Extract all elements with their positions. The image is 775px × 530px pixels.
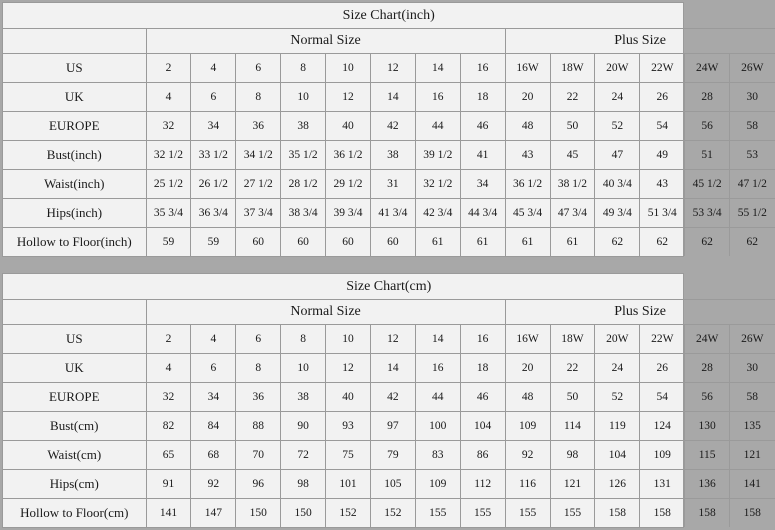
table-row	[3, 383, 775, 412]
table-row	[3, 354, 775, 383]
table-cell: 155	[415, 499, 460, 528]
size-chart-inch-body	[3, 3, 775, 256]
table-cell: 82	[146, 412, 191, 441]
table-cell: 121	[550, 470, 595, 499]
table-cell: 141	[730, 470, 775, 499]
table-row	[3, 112, 775, 141]
table-cell: 38	[281, 383, 326, 412]
table-cell: 34 1/2	[236, 141, 281, 170]
table-cell: 152	[326, 499, 371, 528]
table-cell: 47	[595, 141, 640, 170]
size-chart-inch	[2, 2, 767, 257]
table-cell: 43	[640, 170, 685, 199]
table-cell: 26W	[730, 54, 775, 83]
group-header-row	[3, 29, 775, 54]
table-cell: 8	[281, 54, 326, 83]
table-cell: 34	[191, 383, 236, 412]
table-row	[3, 199, 775, 228]
table-cell: 104	[460, 412, 505, 441]
table-cell: 35 1/2	[281, 141, 326, 170]
table-cell: 22W	[640, 54, 685, 83]
table-cell: 18	[460, 354, 505, 383]
table-cell: 141	[146, 499, 191, 528]
table-cell: 150	[281, 499, 326, 528]
table-cell: 60	[281, 228, 326, 257]
table-cell: 105	[370, 470, 415, 499]
table-row	[3, 228, 775, 257]
table-row	[3, 83, 775, 112]
table-cell: 53	[730, 141, 775, 170]
table-cell: 14	[415, 325, 460, 354]
row-label-hollow-to-floor: Hollow to Floor(inch)	[3, 228, 146, 257]
group-header-plus: Plus Size	[505, 300, 774, 325]
table-cell: 50	[550, 383, 595, 412]
table-cell: 26 1/2	[191, 170, 236, 199]
group-corner-cell	[3, 300, 146, 325]
table-cell: 60	[236, 228, 281, 257]
row-label-bust: Bust(cm)	[3, 412, 146, 441]
table-cell: 36 1/2	[505, 170, 550, 199]
table-cell: 62	[730, 228, 775, 257]
table-cell: 124	[640, 412, 685, 441]
table-cell: 6	[236, 325, 281, 354]
table-cell: 155	[505, 499, 550, 528]
table-cell: 109	[640, 441, 685, 470]
table-cell: 45 3/4	[505, 199, 550, 228]
table-row	[3, 54, 775, 83]
table-cell: 109	[505, 412, 550, 441]
row-label-bust: Bust(inch)	[3, 141, 146, 170]
table-cell: 24	[595, 354, 640, 383]
table-cell: 45 1/2	[685, 170, 730, 199]
chart-title-row	[3, 3, 775, 29]
table-cell: 60	[326, 228, 371, 257]
table-cell: 79	[370, 441, 415, 470]
table-cell: 47 3/4	[550, 199, 595, 228]
table-cell: 54	[640, 112, 685, 141]
table-cell: 46	[460, 112, 505, 141]
table-cell: 51 3/4	[640, 199, 685, 228]
table-cell: 16W	[505, 54, 550, 83]
table-cell: 55 1/2	[730, 199, 775, 228]
table-cell: 47 1/2	[730, 170, 775, 199]
table-cell: 58	[730, 112, 775, 141]
table-cell: 32	[146, 112, 191, 141]
row-label-hips: Hips(cm)	[3, 470, 146, 499]
table-row	[3, 470, 775, 499]
table-cell: 20W	[595, 325, 640, 354]
table-cell: 52	[595, 112, 640, 141]
size-chart-cm-table	[3, 274, 775, 527]
table-cell: 58	[730, 383, 775, 412]
table-cell: 93	[326, 412, 371, 441]
table-cell: 70	[236, 441, 281, 470]
table-cell: 48	[505, 112, 550, 141]
table-cell: 56	[685, 112, 730, 141]
row-label-uk: UK	[3, 354, 146, 383]
table-cell: 22	[550, 354, 595, 383]
chart-title-row	[3, 274, 775, 300]
table-cell: 24	[595, 83, 640, 112]
table-cell: 36	[236, 112, 281, 141]
table-cell: 46	[460, 383, 505, 412]
table-cell: 20W	[595, 54, 640, 83]
table-cell: 116	[505, 470, 550, 499]
table-cell: 10	[281, 354, 326, 383]
table-cell: 50	[550, 112, 595, 141]
table-cell: 24W	[685, 54, 730, 83]
table-row	[3, 170, 775, 199]
table-cell: 62	[640, 228, 685, 257]
table-row	[3, 141, 775, 170]
group-header-row	[3, 300, 775, 325]
table-cell: 97	[370, 412, 415, 441]
table-cell: 61	[415, 228, 460, 257]
table-cell: 26W	[730, 325, 775, 354]
page-title-cm: Size Chart(cm)	[3, 274, 775, 300]
table-cell: 16	[415, 354, 460, 383]
table-cell: 16	[460, 325, 505, 354]
table-cell: 6	[191, 354, 236, 383]
table-cell: 112	[460, 470, 505, 499]
table-cell: 68	[191, 441, 236, 470]
table-cell: 90	[281, 412, 326, 441]
table-cell: 18W	[550, 325, 595, 354]
table-cell: 34	[460, 170, 505, 199]
table-cell: 4	[146, 83, 191, 112]
table-cell: 42	[370, 383, 415, 412]
size-chart-cm	[2, 273, 764, 528]
table-cell: 29 1/2	[326, 170, 371, 199]
table-cell: 27 1/2	[236, 170, 281, 199]
table-cell: 61	[505, 228, 550, 257]
size-chart-inch-table	[3, 3, 775, 256]
row-label-waist: Waist(inch)	[3, 170, 146, 199]
table-cell: 28	[685, 354, 730, 383]
group-header-plus: Plus Size	[505, 29, 774, 54]
table-cell: 40	[326, 383, 371, 412]
group-header-normal: Normal Size	[146, 29, 505, 54]
table-cell: 155	[550, 499, 595, 528]
table-cell: 158	[595, 499, 640, 528]
row-label-us: US	[3, 325, 146, 354]
table-cell: 4	[191, 325, 236, 354]
row-label-uk: UK	[3, 83, 146, 112]
table-cell: 32 1/2	[415, 170, 460, 199]
table-cell: 135	[730, 412, 775, 441]
row-label-europe: EUROPE	[3, 112, 146, 141]
table-cell: 155	[460, 499, 505, 528]
table-cell: 18	[460, 83, 505, 112]
table-cell: 91	[146, 470, 191, 499]
table-cell: 104	[595, 441, 640, 470]
table-cell: 12	[326, 354, 371, 383]
row-label-hips: Hips(inch)	[3, 199, 146, 228]
table-cell: 32	[146, 383, 191, 412]
table-row	[3, 499, 775, 528]
table-cell: 48	[505, 383, 550, 412]
table-cell: 22	[550, 83, 595, 112]
table-cell: 56	[685, 383, 730, 412]
table-cell: 25 1/2	[146, 170, 191, 199]
table-cell: 131	[640, 470, 685, 499]
table-cell: 10	[326, 325, 371, 354]
table-cell: 24W	[685, 325, 730, 354]
table-cell: 12	[326, 83, 371, 112]
table-cell: 40	[326, 112, 371, 141]
table-cell: 22W	[640, 325, 685, 354]
table-cell: 4	[191, 54, 236, 83]
table-cell: 44 3/4	[460, 199, 505, 228]
table-cell: 31	[370, 170, 415, 199]
table-cell: 20	[505, 83, 550, 112]
table-cell: 86	[460, 441, 505, 470]
table-cell: 34	[191, 112, 236, 141]
table-cell: 6	[236, 54, 281, 83]
table-cell: 8	[281, 325, 326, 354]
table-cell: 30	[730, 354, 775, 383]
table-cell: 100	[415, 412, 460, 441]
table-cell: 16	[415, 83, 460, 112]
table-cell: 40 3/4	[595, 170, 640, 199]
table-cell: 39 1/2	[415, 141, 460, 170]
table-cell: 98	[550, 441, 595, 470]
table-cell: 136	[685, 470, 730, 499]
page-title: Size Chart(inch)	[3, 3, 775, 29]
table-cell: 38 3/4	[281, 199, 326, 228]
table-cell: 2	[146, 325, 191, 354]
table-cell: 53 3/4	[685, 199, 730, 228]
table-cell: 109	[415, 470, 460, 499]
table-cell: 45	[550, 141, 595, 170]
table-cell: 36	[236, 383, 281, 412]
table-cell: 92	[191, 470, 236, 499]
table-cell: 38	[281, 112, 326, 141]
table-cell: 59	[146, 228, 191, 257]
table-cell: 65	[146, 441, 191, 470]
table-cell: 115	[685, 441, 730, 470]
table-cell: 51	[685, 141, 730, 170]
table-cell: 32 1/2	[146, 141, 191, 170]
row-label-europe: EUROPE	[3, 383, 146, 412]
table-cell: 59	[191, 228, 236, 257]
table-cell: 38	[370, 141, 415, 170]
table-cell: 61	[460, 228, 505, 257]
table-cell: 4	[146, 354, 191, 383]
table-cell: 147	[191, 499, 236, 528]
table-cell: 158	[730, 499, 775, 528]
table-cell: 41 3/4	[370, 199, 415, 228]
table-cell: 96	[236, 470, 281, 499]
table-cell: 72	[281, 441, 326, 470]
table-cell: 119	[595, 412, 640, 441]
table-cell: 36 1/2	[326, 141, 371, 170]
table-cell: 8	[236, 354, 281, 383]
table-cell: 54	[640, 383, 685, 412]
table-cell: 6	[191, 83, 236, 112]
table-cell: 101	[326, 470, 371, 499]
table-cell: 150	[236, 499, 281, 528]
table-cell: 2	[146, 54, 191, 83]
table-cell: 44	[415, 112, 460, 141]
table-cell: 14	[370, 354, 415, 383]
table-cell: 10	[326, 54, 371, 83]
table-cell: 49 3/4	[595, 199, 640, 228]
group-header-normal: Normal Size	[146, 300, 505, 325]
table-cell: 35 3/4	[146, 199, 191, 228]
table-cell: 152	[370, 499, 415, 528]
table-cell: 43	[505, 141, 550, 170]
table-cell: 8	[236, 83, 281, 112]
table-cell: 75	[326, 441, 371, 470]
table-cell: 158	[640, 499, 685, 528]
group-corner-cell	[3, 29, 146, 54]
table-cell: 33 1/2	[191, 141, 236, 170]
table-cell: 126	[595, 470, 640, 499]
table-cell: 38 1/2	[550, 170, 595, 199]
table-row	[3, 441, 775, 470]
table-cell: 14	[370, 83, 415, 112]
table-cell: 92	[505, 441, 550, 470]
table-cell: 26	[640, 83, 685, 112]
table-cell: 114	[550, 412, 595, 441]
row-label-hollow-to-floor: Hollow to Floor(cm)	[3, 499, 146, 528]
table-cell: 83	[415, 441, 460, 470]
table-cell: 88	[236, 412, 281, 441]
table-cell: 62	[685, 228, 730, 257]
table-cell: 28 1/2	[281, 170, 326, 199]
table-cell: 130	[685, 412, 730, 441]
table-cell: 12	[370, 325, 415, 354]
table-cell: 41	[460, 141, 505, 170]
table-cell: 49	[640, 141, 685, 170]
table-cell: 158	[685, 499, 730, 528]
table-cell: 121	[730, 441, 775, 470]
table-cell: 16W	[505, 325, 550, 354]
size-chart-cm-body	[3, 274, 775, 527]
table-cell: 42 3/4	[415, 199, 460, 228]
table-cell: 12	[370, 54, 415, 83]
table-row	[3, 325, 775, 354]
table-cell: 44	[415, 383, 460, 412]
table-cell: 62	[595, 228, 640, 257]
table-row	[3, 412, 775, 441]
table-cell: 20	[505, 354, 550, 383]
table-cell: 39 3/4	[326, 199, 371, 228]
table-cell: 42	[370, 112, 415, 141]
table-cell: 28	[685, 83, 730, 112]
table-cell: 60	[370, 228, 415, 257]
table-cell: 61	[550, 228, 595, 257]
table-cell: 16	[460, 54, 505, 83]
row-label-us: US	[3, 54, 146, 83]
table-cell: 98	[281, 470, 326, 499]
table-cell: 14	[415, 54, 460, 83]
table-cell: 30	[730, 83, 775, 112]
table-cell: 36 3/4	[191, 199, 236, 228]
table-cell: 84	[191, 412, 236, 441]
table-cell: 37 3/4	[236, 199, 281, 228]
table-cell: 52	[595, 383, 640, 412]
table-cell: 26	[640, 354, 685, 383]
table-cell: 10	[281, 83, 326, 112]
table-cell: 18W	[550, 54, 595, 83]
row-label-waist: Waist(cm)	[3, 441, 146, 470]
